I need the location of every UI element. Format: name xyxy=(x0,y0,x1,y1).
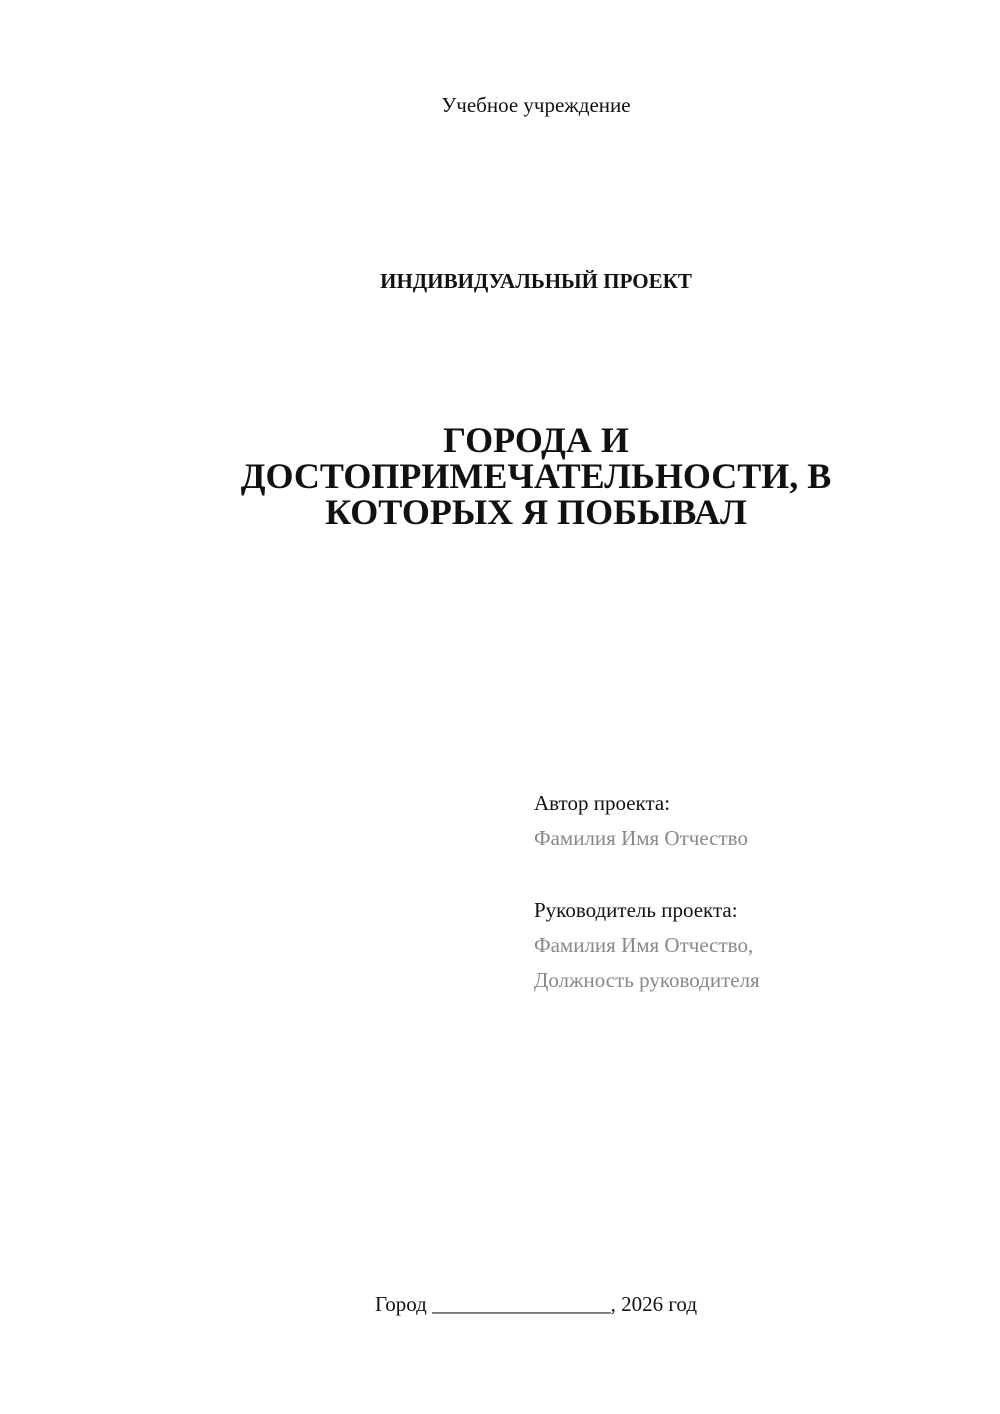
project-title xyxy=(0,422,1000,530)
supervisor-label: Руководитель проекта: xyxy=(534,898,738,922)
supervisor-block xyxy=(534,893,974,998)
city-year-line: Город _________________, 2026 год xyxy=(374,1292,698,1316)
author-name: Фамилия Имя Отчество xyxy=(534,826,748,850)
supervisor-name: Фамилия Имя Отчество, xyxy=(534,933,754,957)
project-title-line: ДОСТОПРИМЕЧАТЕЛЬНОСТИ, В xyxy=(240,456,832,496)
project-title-line: КОТОРЫХ Я ПОБЫВАЛ xyxy=(325,492,747,532)
project-title-line: ГОРОДА И xyxy=(443,420,629,460)
institution-name: Учебное учреждение xyxy=(441,93,631,117)
author-block xyxy=(534,786,974,856)
document-type: ИНДИВИДУАЛЬНЫЙ ПРОЕКТ xyxy=(380,269,692,293)
author-label: Автор проекта: xyxy=(534,791,671,815)
supervisor-position: Должность руководителя xyxy=(534,968,760,992)
